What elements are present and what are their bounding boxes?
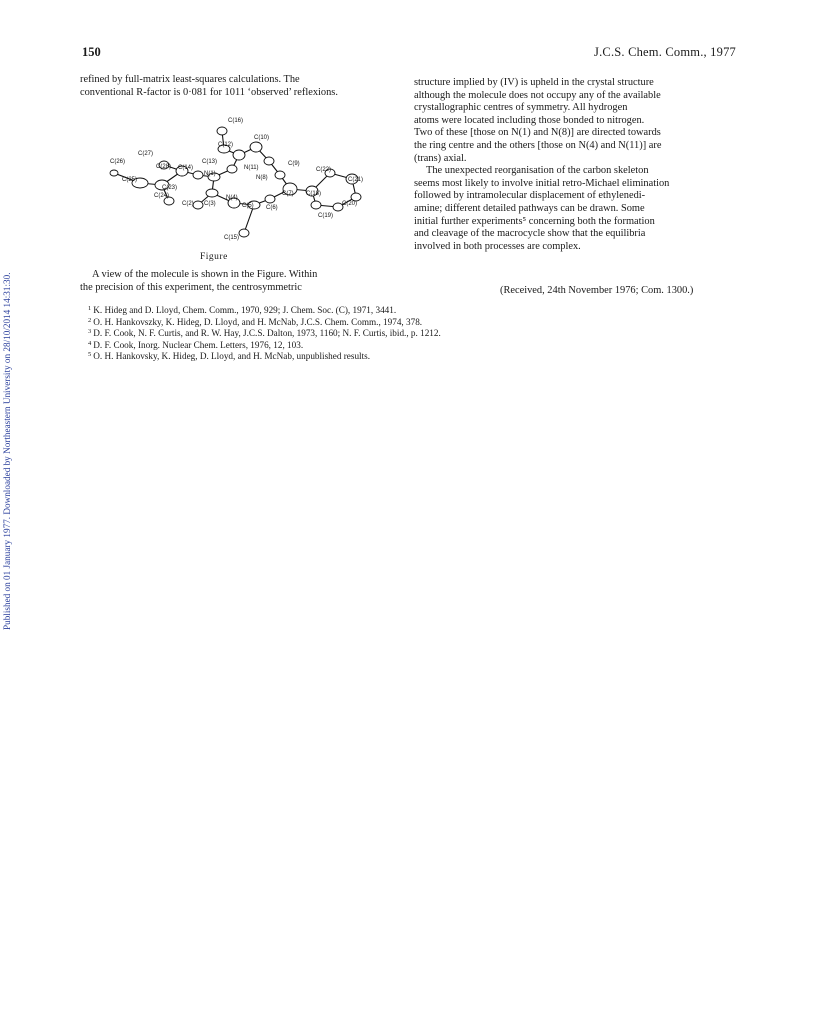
right-line: The unexpected reorganisation of the carbon skeleton: [426, 165, 649, 177]
right-line: involved in both processes are complex.: [414, 240, 581, 252]
received-note: (Received, 24th November 1976; Com. 1300.): [500, 285, 694, 296]
label-c15: C(15): [224, 235, 240, 241]
page-number: 150: [82, 45, 101, 59]
reference-item: $^1$ K. Hideg and D. Lloyd, Chem. Comm., 1970, 929; J. Chem. Soc. (C), 1971, 3441.: [88, 305, 397, 315]
right-line: the ring centre and the others [those on N(4) and N(11)] are: [414, 139, 662, 151]
label-n8: N(8): [256, 175, 268, 181]
reference-item: $^3$ D. F. Cook, N. F. Curtis, and R. W. Hay, J.C.S. Dalton, 1973, 1160; N. F. Curtis, ibid., p. 1212.: [88, 328, 441, 339]
reference-item: $^2$ O. H. Hankovszky, K. Hideg, D. Lloyd, and H. McNab, J.C.S. Chem. Comm., 1974, 378.: [88, 316, 423, 327]
label-c3: C(3): [204, 201, 216, 207]
label-c5: C(5): [242, 203, 254, 209]
right-line: atoms were located including those bonded to nitrogen.: [414, 114, 645, 126]
label-c28: C(28): [156, 164, 172, 170]
label-c19: C(19): [318, 213, 334, 219]
left-line: A view of the molecule is shown in the Figure. Within: [92, 269, 318, 280]
right-line: seems most likely to involve initial retro-Michael elimination: [414, 177, 670, 189]
right-line: initial further experiments⁵ concerning both the formation: [414, 215, 655, 227]
right-line: followed by intramolecular displacement of ethylenedi-: [414, 190, 646, 202]
reference-item: $^4$ D. F. Cook, Inorg. Nuclear Chem. Letters, 1976, 12, 103.: [88, 339, 304, 350]
label-c18: C(18): [306, 191, 322, 197]
label-n11: N(11): [244, 165, 259, 171]
label-c10: C(10): [254, 135, 270, 141]
right-line: (trans) axial.: [414, 152, 467, 164]
label-c20: C(20): [342, 201, 358, 207]
label-c7: C(7): [282, 191, 294, 197]
right-line: and cleavage of the macrocycle show that the equilibria: [414, 228, 646, 240]
label-c12: C(12): [218, 142, 234, 148]
label-c9: C(9): [288, 161, 300, 167]
label-c6: C(6): [266, 205, 278, 211]
label-c25: C(25): [122, 177, 138, 183]
publication-stamp: Published on 01 January 1977. Downloaded by Northeastern University on 28/10/2014 14:31:30.: [2, 272, 12, 630]
left-column-bottom: [80, 269, 402, 294]
label-c2: C(2): [182, 201, 194, 207]
right-line: structure implied by (IV) is upheld in the crystal structure: [414, 77, 654, 88]
ortep-diagram: [94, 113, 394, 243]
label-c27: C(27): [138, 151, 154, 157]
right-line: although the molecule does not occupy any of the available: [414, 89, 661, 101]
label-c14: C(14): [178, 165, 194, 171]
left-line: refined by full-matrix least-squares calculations. The: [80, 74, 300, 85]
right-line: amine; different detailed pathways can be drawn. Some: [414, 202, 645, 214]
label-c21: C(21): [348, 177, 364, 183]
atom-ellipses: [110, 127, 364, 237]
label-n4: N(4): [226, 195, 238, 201]
right-column: [414, 77, 736, 253]
label-c24: C(24): [154, 193, 170, 199]
label-n1: N(1): [204, 171, 216, 177]
right-line: Two of these [those on N(1) and N(8)] are directed towards: [414, 127, 661, 139]
left-line: conventional R-factor is 0·081 for 1011 ‘observed’ reflexions.: [80, 86, 338, 98]
label-c23: C(23): [162, 185, 178, 191]
reference-item: $^5$ O. H. Hankovsky, K. Hideg, D. Lloyd, and H. McNab, unpublished results.: [88, 351, 371, 362]
references: [88, 304, 748, 362]
figure-caption: Figure: [200, 252, 228, 262]
label-c22: C(22): [316, 167, 332, 173]
left-line: the precision of this experiment, the centrosymmetric: [80, 281, 302, 293]
molecule-figure: [94, 113, 394, 243]
left-column-top: [80, 74, 402, 99]
right-line: crystallographic centres of symmetry. All hydrogen: [414, 102, 628, 114]
running-head: J.C.S. Chem. Comm., 1977: [594, 45, 736, 59]
label-c13: C(13): [202, 159, 218, 165]
label-c16: C(16): [228, 118, 244, 124]
label-c26: C(26): [110, 159, 126, 165]
